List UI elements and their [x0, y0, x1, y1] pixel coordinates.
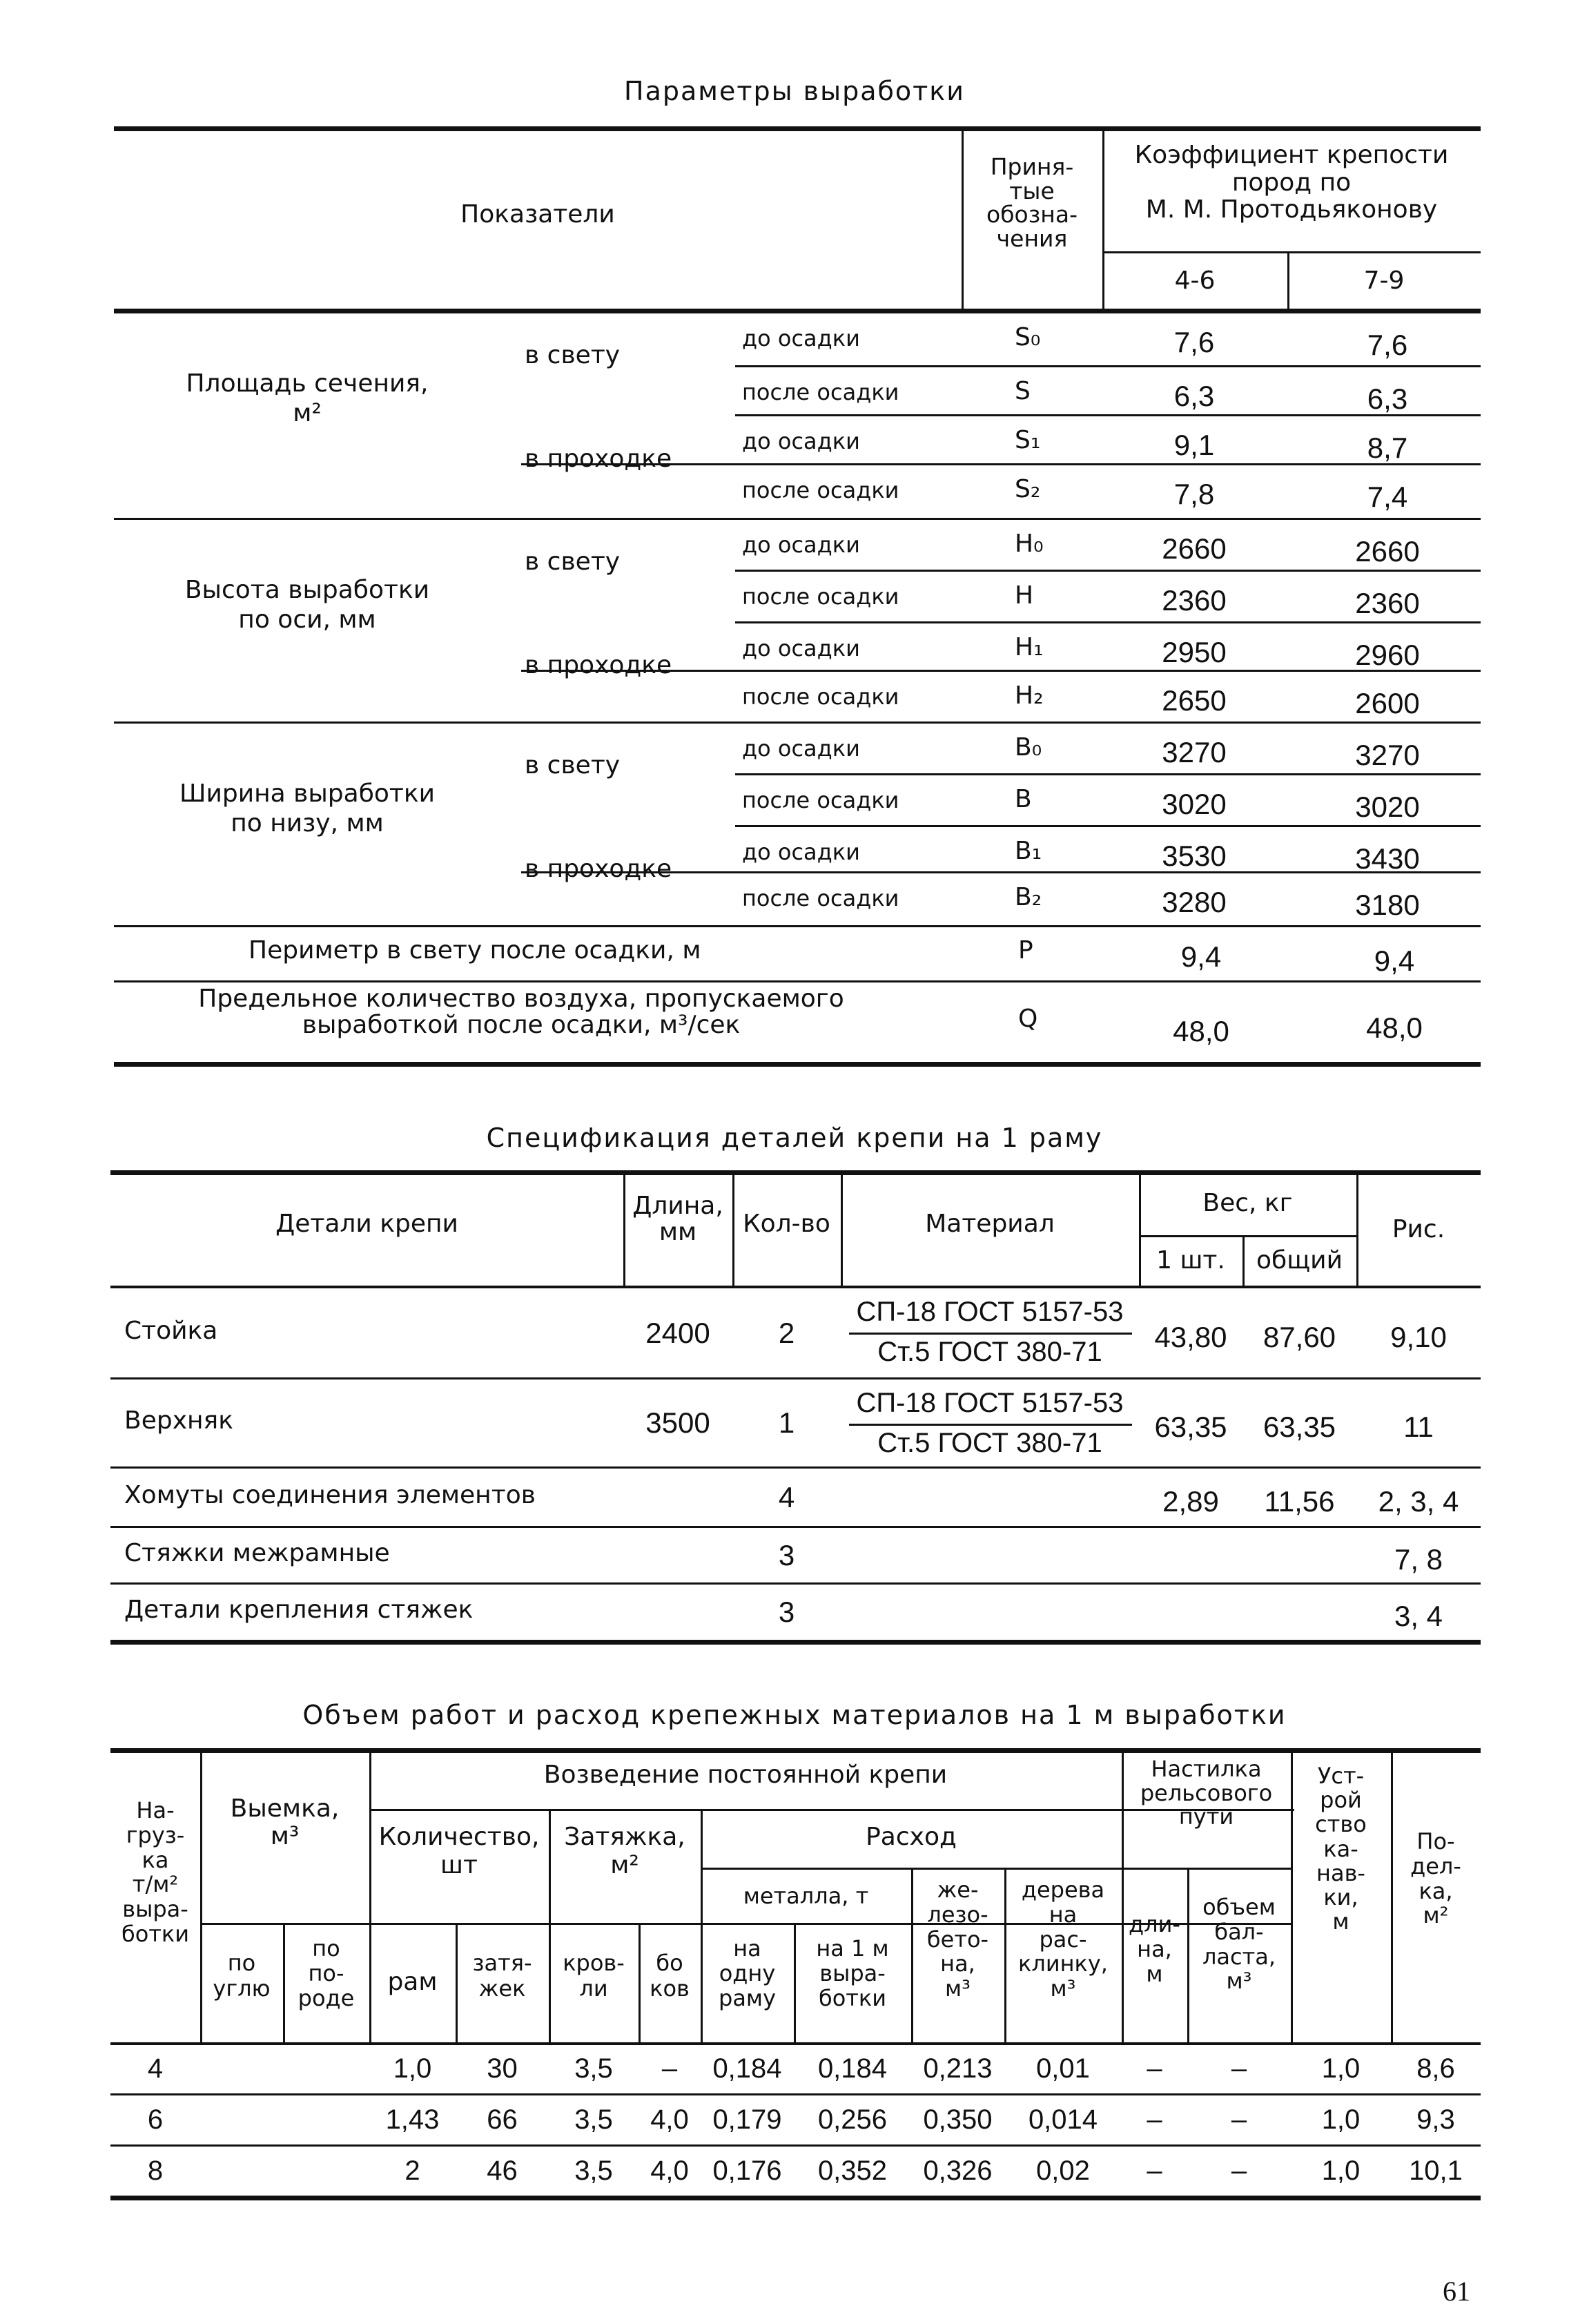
- t3-header-wood: дерева на рас- клинку, м³: [1018, 1877, 1108, 2002]
- part-length: 2400: [645, 1316, 710, 1349]
- t3-title: Объем работ и расход крепежных материалов на 1 м выработки: [302, 1700, 1287, 1730]
- cell: 10,1: [1409, 2156, 1463, 2186]
- t3-header-metal: металла, т: [743, 1883, 869, 1909]
- symbol: B₁: [1015, 837, 1042, 865]
- t3-header-soil: По- дел- ка, м²: [1410, 1828, 1461, 1929]
- t3-header-concrete: же- лезо- бето- на, м³: [926, 1877, 989, 2002]
- value-col2: 3270: [1355, 739, 1420, 771]
- cell: 1,0: [393, 2053, 432, 2084]
- t2-header-qty: Кол-во: [743, 1210, 830, 1238]
- symbol: B₀: [1015, 733, 1042, 762]
- t2-header-material: Материал: [925, 1210, 1055, 1238]
- fraction-bar: [849, 1333, 1132, 1335]
- perimeter-label: Периметр в свету после осадки, м: [248, 936, 701, 965]
- t1-header-accepted: Приня- тые обозна- чения: [986, 153, 1078, 252]
- part-qty: 1: [778, 1406, 795, 1439]
- value-col1: 2660: [1162, 532, 1227, 565]
- cell: 0,179: [712, 2104, 782, 2135]
- value-col2: 3180: [1355, 889, 1420, 921]
- t3-header-dig-rock: по по- роде: [298, 1935, 355, 2011]
- t3-header-dig-coal: по углю: [213, 1950, 271, 2002]
- condition-label: после осадки: [742, 684, 899, 710]
- condition-label: после осадки: [742, 885, 899, 911]
- value-col1: 3270: [1162, 736, 1227, 768]
- value-col2: 2600: [1355, 687, 1420, 719]
- part-name: Детали крепления стяжек: [124, 1596, 474, 1624]
- air-symbol: Q: [1018, 1005, 1038, 1033]
- value-col2: 2360: [1355, 587, 1420, 619]
- cell: 4: [147, 2053, 164, 2084]
- value-col2: 3020: [1355, 791, 1420, 823]
- part-name: Стойка: [124, 1316, 218, 1345]
- t3-header-per-frame: на одну раму: [719, 1935, 776, 2011]
- symbol: H₂: [1015, 681, 1044, 710]
- perimeter-value-1: 9,4: [1180, 940, 1222, 973]
- cell: 0,184: [712, 2053, 782, 2084]
- subgroup-label: в свету: [525, 341, 621, 369]
- condition-label: до осадки: [742, 325, 860, 351]
- cell: 1,43: [385, 2104, 440, 2135]
- cell: –: [1147, 2104, 1162, 2135]
- part-name: Хомуты соединения элементов: [124, 1480, 536, 1509]
- condition-label: до осадки: [742, 735, 860, 762]
- cell: 30: [487, 2053, 518, 2084]
- value-col2: 7,4: [1367, 481, 1408, 513]
- t2-title: Спецификация деталей крепи на 1 раму: [486, 1123, 1103, 1153]
- cell: 46: [487, 2156, 518, 2186]
- condition-label: после осадки: [742, 477, 899, 503]
- material-top: СП-18 ГОСТ 5157-53: [856, 1297, 1124, 1327]
- part-name: Верхняк: [124, 1406, 233, 1435]
- cell: 0,256: [817, 2104, 888, 2135]
- cell: 9,3: [1416, 2104, 1455, 2135]
- value-col1: 2360: [1162, 584, 1227, 617]
- cell: –: [1147, 2053, 1162, 2084]
- t3-header-track: Настилка рельсового пути: [1140, 1756, 1273, 1830]
- weight-one: 43,80: [1154, 1320, 1227, 1353]
- perimeter-symbol: P: [1018, 936, 1033, 965]
- part-qty: 2: [778, 1316, 795, 1349]
- t2-header-parts: Детали крепи: [275, 1210, 458, 1238]
- t1-header-indicators: Показатели: [460, 200, 615, 229]
- page-number: 61: [1443, 2276, 1470, 2307]
- t3-header-lagging: Затяжка, м²: [564, 1823, 685, 1880]
- t3-header-count: Количество, шт: [378, 1823, 540, 1880]
- subgroup-label: в свету: [525, 548, 621, 576]
- t2-header-fig: Рис.: [1392, 1215, 1445, 1243]
- condition-label: после осадки: [742, 379, 899, 405]
- cell: 1,0: [1321, 2104, 1361, 2135]
- figure-ref: 7, 8: [1394, 1542, 1443, 1576]
- value-col1: 2950: [1162, 636, 1227, 668]
- t2-header-weight-total: общий: [1256, 1246, 1343, 1275]
- air-label: Предельное количество воздуха, пропускаемого выработкой после осадки, м³/сек: [198, 985, 844, 1039]
- t1-title: Параметры выработки: [624, 76, 965, 106]
- cell: 0,350: [923, 2104, 993, 2135]
- cell: 6: [147, 2104, 164, 2135]
- t2-header-weight: Вес, кг: [1202, 1189, 1293, 1217]
- t1-header-coef: Коэффициент крепости пород по М. М. Протодьяконову: [1134, 141, 1449, 224]
- symbol: S₁: [1015, 426, 1041, 454]
- part-qty: 4: [778, 1480, 795, 1513]
- cell: –: [1231, 2053, 1247, 2084]
- symbol: H: [1015, 581, 1034, 610]
- t3-header-dig: Выемка, м³: [230, 1794, 340, 1850]
- part-qty: 3: [778, 1538, 795, 1571]
- t3-header-frames: рам: [387, 1968, 438, 1996]
- symbol: B: [1015, 785, 1032, 813]
- t3-header-laggings: затя- жек: [472, 1950, 532, 2002]
- cell: 0,352: [817, 2156, 888, 2186]
- cell: 3,5: [574, 2156, 613, 2186]
- value-col1: 9,1: [1173, 429, 1215, 461]
- value-col1: 7,6: [1173, 326, 1215, 358]
- condition-label: до осадки: [742, 532, 860, 558]
- subgroup-label: в проходке: [525, 651, 672, 679]
- group-label: Ширина выработки по низу, мм: [179, 779, 436, 838]
- cell: 0,014: [1028, 2104, 1098, 2135]
- cell: 0,184: [817, 2053, 888, 2084]
- t3-header-consumption: Расход: [866, 1823, 957, 1851]
- cell: 1,0: [1321, 2156, 1361, 2186]
- value-col2: 3430: [1355, 842, 1420, 875]
- cell: 0,176: [712, 2156, 782, 2186]
- material-bottom: Ст.5 ГОСТ 380-71: [877, 1428, 1102, 1458]
- t3-header-ballast: объем бал- ласта, м³: [1202, 1894, 1276, 1995]
- group-label: Высота выработки по оси, мм: [184, 576, 430, 635]
- cell: 4,0: [650, 2156, 689, 2186]
- cell: 66: [487, 2104, 518, 2135]
- cell: 3,5: [574, 2053, 613, 2084]
- condition-label: до осадки: [742, 839, 860, 865]
- value-col2: 7,6: [1367, 329, 1408, 361]
- t3-header-sides: бо ков: [650, 1950, 690, 2002]
- weight-total: 87,60: [1263, 1320, 1336, 1353]
- cell: –: [1231, 2104, 1247, 2135]
- value-col1: 2650: [1162, 684, 1227, 717]
- symbol: H₁: [1015, 633, 1044, 661]
- weight-one: 2,89: [1162, 1484, 1219, 1518]
- figure-ref: 2, 3, 4: [1378, 1484, 1459, 1518]
- material-bottom: Ст.5 ГОСТ 380-71: [877, 1337, 1102, 1367]
- subgroup-label: в проходке: [525, 855, 672, 883]
- cell: 2: [404, 2156, 420, 2186]
- t1-header-col2: 7-9: [1363, 267, 1405, 295]
- cell: 0,213: [923, 2053, 993, 2084]
- value-col2: 6,3: [1367, 383, 1408, 415]
- t2-header-length: Длина, мм: [632, 1192, 723, 1246]
- t1-header-col1: 4-6: [1174, 267, 1216, 295]
- condition-label: до осадки: [742, 635, 860, 661]
- value-col1: 6,3: [1173, 380, 1215, 412]
- cell: 0,01: [1036, 2053, 1090, 2084]
- t3-header-track-length: дли- на, м: [1129, 1911, 1180, 1987]
- value-col1: 3280: [1162, 886, 1227, 918]
- condition-label: после осадки: [742, 583, 899, 610]
- cell: 8,6: [1416, 2053, 1455, 2084]
- value-col2: 2660: [1355, 535, 1420, 568]
- value-col1: 7,8: [1173, 478, 1215, 510]
- fraction-bar: [849, 1424, 1132, 1426]
- symbol: S₀: [1015, 323, 1041, 351]
- weight-total: 11,56: [1264, 1484, 1335, 1518]
- value-col2: 2960: [1355, 639, 1420, 671]
- value-col2: 8,7: [1367, 432, 1408, 464]
- figure-ref: 3, 4: [1394, 1600, 1443, 1632]
- cell: 0,02: [1036, 2156, 1090, 2186]
- perimeter-value-2: 9,4: [1374, 945, 1415, 977]
- cell: 3,5: [574, 2104, 613, 2135]
- air-value-2: 48,0: [1366, 1011, 1423, 1044]
- t2-header-weight-one: 1 шт.: [1156, 1246, 1225, 1275]
- value-col1: 3530: [1162, 840, 1227, 872]
- weight-one: 63,35: [1154, 1411, 1227, 1443]
- t3-header-per-meter: на 1 м выра- ботки: [816, 1935, 889, 2011]
- cell: 8: [147, 2156, 164, 2186]
- group-label: Площадь сечения, м²: [186, 369, 429, 428]
- condition-label: после осадки: [742, 787, 899, 813]
- subgroup-label: в свету: [525, 751, 621, 779]
- t3-header-roof: кров- ли: [563, 1950, 625, 2002]
- t3-header-ditch: Уст- рой ство ка- нав- ки, м: [1315, 1763, 1367, 1935]
- condition-label: до осадки: [742, 428, 860, 454]
- part-length: 3500: [645, 1406, 710, 1439]
- cell: –: [1231, 2156, 1247, 2186]
- symbol: H₀: [1015, 530, 1044, 558]
- part-name: Стяжки межрамные: [124, 1538, 390, 1567]
- cell: –: [661, 2053, 678, 2084]
- cell: 0,326: [923, 2156, 993, 2186]
- value-col1: 3020: [1162, 788, 1227, 820]
- t3-header-build: Возведение постоянной крепи: [543, 1761, 948, 1789]
- symbol: S: [1015, 377, 1031, 405]
- weight-total: 63,35: [1263, 1411, 1336, 1443]
- t3-header-load: На- груз- ка т/м² выра- ботки: [121, 1797, 190, 1948]
- symbol: S₂: [1015, 475, 1041, 503]
- air-value-1: 48,0: [1173, 1015, 1229, 1047]
- figure-ref: 9,10: [1390, 1320, 1447, 1353]
- cell: 4,0: [650, 2104, 689, 2135]
- cell: –: [1147, 2156, 1162, 2186]
- symbol: B₂: [1015, 883, 1042, 911]
- material-top: СП-18 ГОСТ 5157-53: [856, 1388, 1124, 1418]
- cell: 1,0: [1321, 2053, 1361, 2084]
- subgroup-label: в проходке: [525, 445, 672, 473]
- figure-ref: 11: [1403, 1411, 1434, 1443]
- part-qty: 3: [778, 1596, 795, 1628]
